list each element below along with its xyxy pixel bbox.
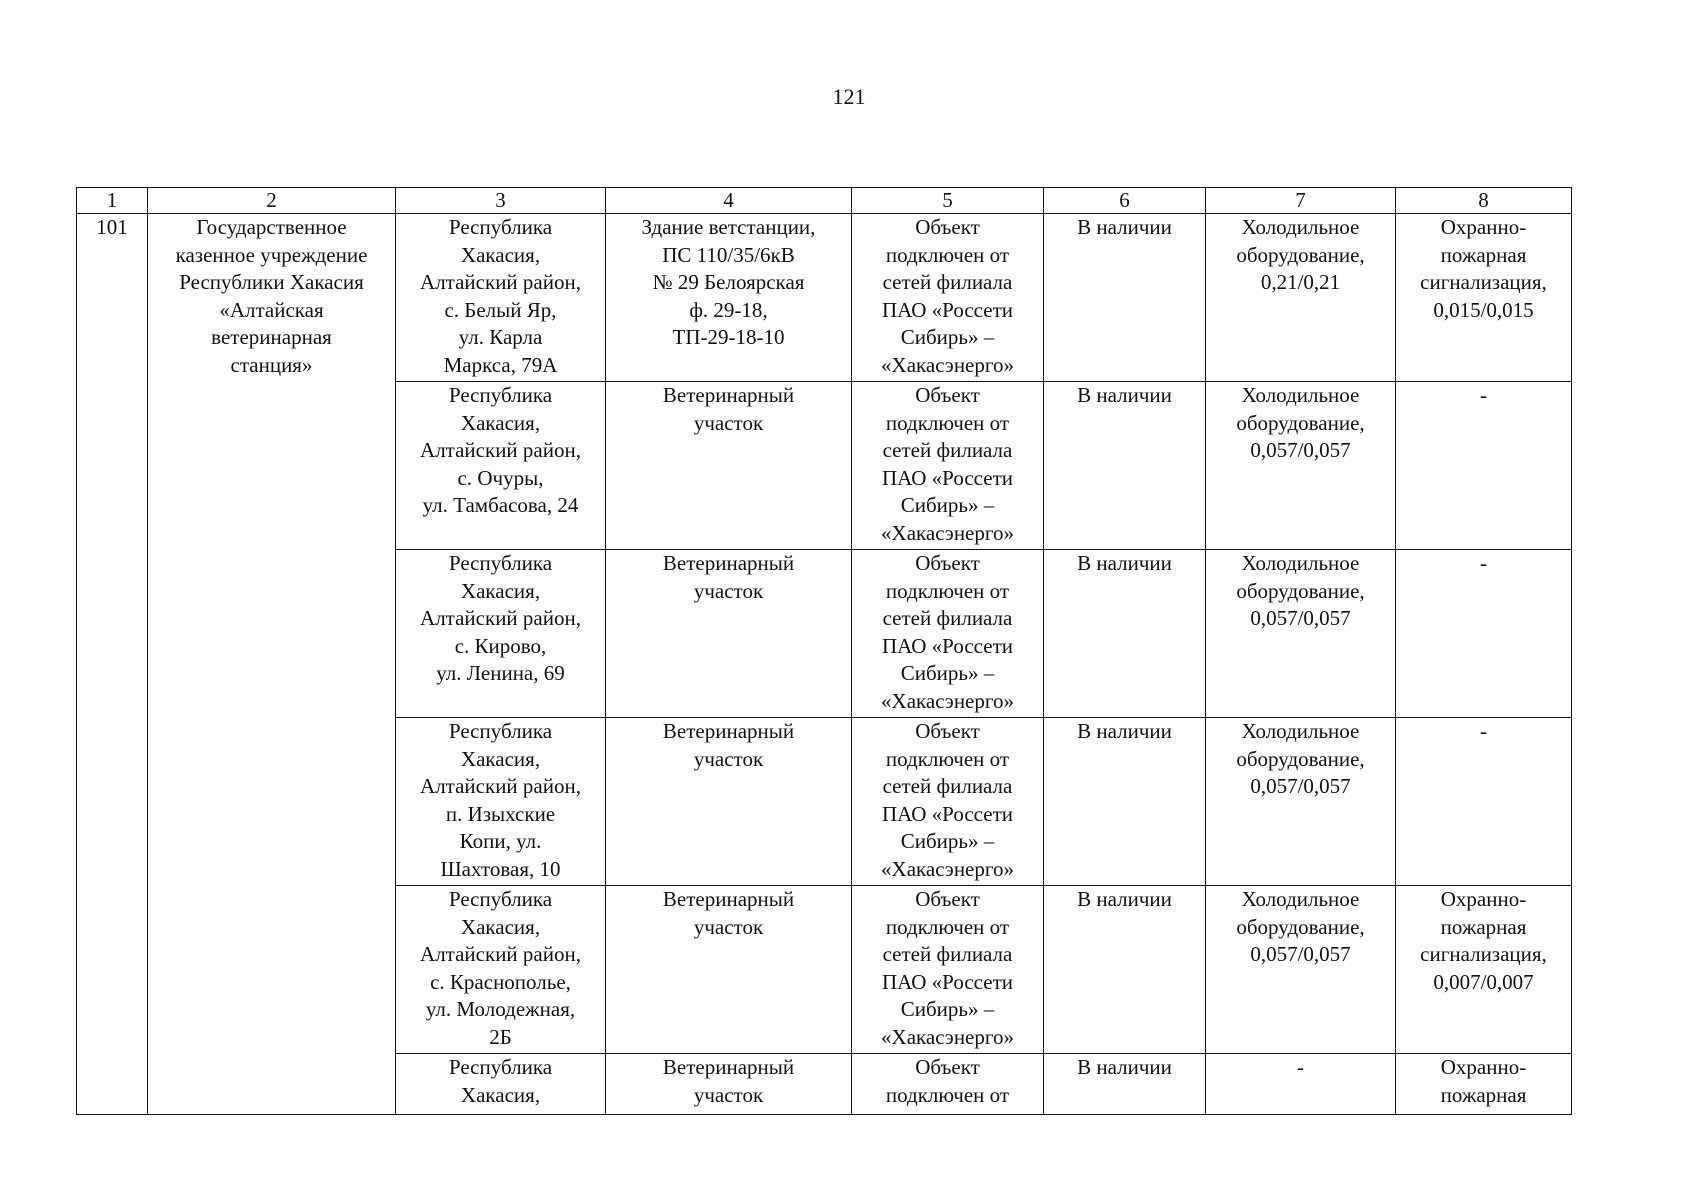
availability-cell	[1044, 886, 1206, 1054]
facilities-table	[76, 187, 1572, 1115]
cell-text-line: участок	[693, 410, 764, 435]
cell-text-line: «Хакасэнерго»	[881, 856, 1014, 881]
security-cell	[1396, 214, 1572, 382]
cell-text-line: Объект	[915, 551, 980, 575]
cell-text-line: Охранно-	[1440, 215, 1527, 239]
cell-text-line: Холодильное	[1241, 551, 1360, 575]
cell-text-line: -	[1297, 1055, 1304, 1079]
equipment-cell	[1206, 1054, 1396, 1115]
address-cell	[396, 886, 606, 1054]
cell-text-line: п. Изыхские	[445, 801, 556, 826]
cell-text-line: Холодильное	[1241, 887, 1360, 911]
cell-text-line: Сибирь» –	[900, 997, 995, 1021]
availability-cell	[1044, 1054, 1206, 1115]
cell-text-line: Сибирь» –	[900, 325, 995, 349]
cell-text-line: № 29 Белоярская	[652, 270, 805, 294]
security-cell	[1396, 1054, 1572, 1115]
table-body	[77, 214, 1572, 1115]
column-number-header: 4	[606, 188, 852, 214]
cell-text-line: «Хакасэнерго»	[881, 688, 1014, 713]
connection-cell	[852, 1054, 1044, 1115]
cell-text-line: с. Белый Яр,	[444, 297, 557, 322]
cell-text-line: ПАО «Россети	[881, 465, 1013, 490]
cell-text-line: 2Б	[489, 1024, 512, 1049]
column-number-header: 7	[1206, 188, 1396, 214]
cell-text-line: Хакасия,	[460, 242, 541, 267]
cell-text-line: оборудование,	[1236, 914, 1365, 939]
cell-text-line: Сибирь» –	[900, 829, 995, 853]
cell-text-line: Объект	[915, 719, 980, 743]
column-number-header: 2	[148, 188, 396, 214]
cell-text-line: подключен от	[885, 578, 1010, 603]
cell-text-line: участок	[693, 578, 764, 603]
cell-text-line: 0,21/0,21	[1260, 270, 1341, 294]
cell-text-line: ф. 29-18,	[689, 297, 768, 322]
cell-text-line: ул. Карла	[458, 325, 543, 349]
page-number: 121	[832, 84, 866, 109]
cell-text-line: сетей филиала	[882, 942, 1013, 966]
cell-text-line: «Алтайская	[219, 297, 324, 322]
entry-number-cell: 101	[77, 214, 148, 1115]
object-cell	[606, 382, 852, 550]
availability-cell	[1044, 550, 1206, 718]
cell-text-line: Объект	[915, 215, 980, 239]
cell-text-line: Ветеринарный	[662, 887, 795, 911]
cell-text-line: подключен от	[885, 914, 1010, 939]
cell-text-line: 0,057/0,057	[1250, 774, 1351, 798]
cell-text-line: ПАО «Россети	[881, 801, 1013, 826]
availability-cell	[1044, 382, 1206, 550]
column-number-header: 3	[396, 188, 606, 214]
cell-text-line: сетей филиала	[882, 774, 1013, 798]
cell-text-line: Объект	[915, 383, 980, 407]
connection-cell	[852, 718, 1044, 886]
cell-text-line: Республики Хакасия	[179, 270, 364, 294]
cell-text-line: Алтайский район,	[420, 606, 581, 630]
cell-text-line: 0,015/0,015	[1433, 297, 1534, 322]
cell-text-line: ПС 110/35/6кВ	[662, 242, 795, 267]
cell-text-line: Здание ветстанции,	[641, 215, 816, 239]
cell-text-line: сетей филиала	[882, 270, 1013, 294]
cell-text-line: участок	[693, 914, 764, 939]
cell-text-line: Республика	[448, 383, 553, 407]
cell-text-line: 0,057/0,057	[1250, 606, 1351, 630]
cell-text-line: Ветеринарный	[662, 383, 795, 407]
cell-text-line: Хакасия,	[460, 1082, 541, 1107]
cell-text-line: Алтайский район,	[420, 438, 581, 462]
security-cell	[1396, 382, 1572, 550]
equipment-cell	[1206, 886, 1396, 1054]
cell-text-line: Хакасия,	[460, 914, 541, 939]
availability-cell	[1044, 718, 1206, 886]
cell-text-line: ветеринарная	[211, 325, 332, 349]
security-cell	[1396, 718, 1572, 886]
cell-text-line: с. Кирово,	[454, 633, 547, 658]
cell-text-line: Республика	[448, 719, 553, 743]
cell-text-line: с. Краснополье,	[430, 969, 571, 994]
cell-text-line: -	[1480, 719, 1487, 743]
column-number-header: 1	[77, 188, 148, 214]
cell-text-line: Ветеринарный	[662, 1055, 795, 1079]
cell-text-line: Республика	[448, 215, 553, 239]
cell-text-line: ул. Ленина, 69	[436, 661, 565, 685]
cell-text-line: подключен от	[885, 410, 1010, 435]
cell-text-line: оборудование,	[1236, 578, 1365, 603]
connection-cell	[852, 214, 1044, 382]
security-cell	[1396, 886, 1572, 1054]
cell-text-line: участок	[693, 746, 764, 771]
cell-text-line: Объект	[915, 887, 980, 911]
cell-text-line: -	[1480, 383, 1487, 407]
cell-text-line: Объект	[915, 1055, 980, 1079]
connection-cell	[852, 886, 1044, 1054]
cell-text-line: «Хакасэнерго»	[881, 520, 1014, 545]
cell-text-line: оборудование,	[1236, 242, 1365, 267]
cell-text-line: Государственное	[196, 215, 347, 239]
cell-text-line: пожарная	[1440, 242, 1527, 267]
cell-text-line: Холодильное	[1241, 719, 1360, 743]
address-cell	[396, 214, 606, 382]
cell-text-line: В наличии	[1077, 383, 1172, 407]
cell-text-line: ул. Молодежная,	[425, 997, 576, 1021]
cell-text-line: сигнализация,	[1420, 270, 1547, 294]
cell-text-line: ПАО «Россети	[881, 633, 1013, 658]
cell-text-line: пожарная	[1440, 1082, 1527, 1107]
equipment-cell	[1206, 550, 1396, 718]
object-cell	[606, 1054, 852, 1115]
cell-text-line: оборудование,	[1236, 746, 1365, 771]
cell-text-line: 0,057/0,057	[1250, 942, 1351, 966]
connection-cell	[852, 382, 1044, 550]
connection-cell	[852, 550, 1044, 718]
cell-text-line: Алтайский район,	[420, 774, 581, 798]
cell-text-line: с. Очуры,	[457, 465, 544, 490]
cell-text-line: участок	[693, 1082, 764, 1107]
cell-text-line: Маркса, 79А	[443, 352, 558, 377]
cell-text-line: «Хакасэнерго»	[881, 1024, 1014, 1049]
cell-text-line: Республика	[448, 551, 553, 575]
equipment-cell	[1206, 718, 1396, 886]
cell-text-line: Охранно-	[1440, 1055, 1527, 1079]
cell-text-line: В наличии	[1077, 215, 1172, 239]
security-cell	[1396, 550, 1572, 718]
address-cell	[396, 1054, 606, 1115]
equipment-cell	[1206, 382, 1396, 550]
cell-text-line: Хакасия,	[460, 746, 541, 771]
cell-text-line: Холодильное	[1241, 215, 1360, 239]
cell-text-line: -	[1480, 551, 1487, 575]
cell-text-line: сетей филиала	[882, 606, 1013, 630]
table-row	[77, 214, 1572, 382]
cell-text-line: оборудование,	[1236, 410, 1365, 435]
cell-text-line: Хакасия,	[460, 410, 541, 435]
institution-cell	[148, 214, 396, 1115]
object-cell	[606, 550, 852, 718]
object-cell	[606, 214, 852, 382]
cell-text-line: сигнализация,	[1420, 942, 1547, 966]
address-cell	[396, 550, 606, 718]
equipment-cell	[1206, 214, 1396, 382]
cell-text-line: казенное учреждение	[175, 242, 368, 267]
cell-text-line: Ветеринарный	[662, 719, 795, 743]
object-cell	[606, 718, 852, 886]
cell-text-line: Сибирь» –	[900, 661, 995, 685]
address-cell	[396, 718, 606, 886]
cell-text-line: Шахтовая, 10	[440, 856, 561, 881]
cell-text-line: пожарная	[1440, 914, 1527, 939]
object-cell	[606, 886, 852, 1054]
column-number-header: 6	[1044, 188, 1206, 214]
availability-cell	[1044, 214, 1206, 382]
column-number-header: 5	[852, 188, 1044, 214]
cell-text-line: В наличии	[1077, 719, 1172, 743]
address-cell	[396, 382, 606, 550]
cell-text-line: Охранно-	[1440, 887, 1527, 911]
cell-text-line: Сибирь» –	[900, 493, 995, 517]
cell-text-line: ул. Тамбасова, 24	[422, 493, 579, 517]
cell-text-line: 0,057/0,057	[1250, 438, 1351, 462]
column-number-row	[77, 188, 1572, 214]
cell-text-line: Хакасия,	[460, 578, 541, 603]
cell-text-line: ПАО «Россети	[881, 969, 1013, 994]
cell-text-line: Республика	[448, 887, 553, 911]
cell-text-line: Холодильное	[1241, 383, 1360, 407]
cell-text-line: Республика	[448, 1055, 553, 1079]
column-number-header: 8	[1396, 188, 1572, 214]
cell-text-line: Алтайский район,	[420, 270, 581, 294]
cell-text-line: 0,007/0,007	[1433, 969, 1534, 994]
cell-text-line: станция»	[230, 352, 313, 377]
cell-text-line: «Хакасэнерго»	[881, 352, 1014, 377]
cell-text-line: Копи, ул.	[459, 829, 542, 853]
cell-text-line: подключен от	[885, 1082, 1010, 1107]
cell-text-line: подключен от	[885, 746, 1010, 771]
cell-text-line: В наличии	[1077, 887, 1172, 911]
cell-text-line: Алтайский район,	[420, 942, 581, 966]
cell-text-line: подключен от	[885, 242, 1010, 267]
cell-text-line: В наличии	[1077, 1055, 1172, 1079]
cell-text-line: ТП-29-18-10	[672, 325, 785, 349]
cell-text-line: Ветеринарный	[662, 551, 795, 575]
cell-text-line: сетей филиала	[882, 438, 1013, 462]
cell-text-line: ПАО «Россети	[881, 297, 1013, 322]
cell-text-line: В наличии	[1077, 551, 1172, 575]
